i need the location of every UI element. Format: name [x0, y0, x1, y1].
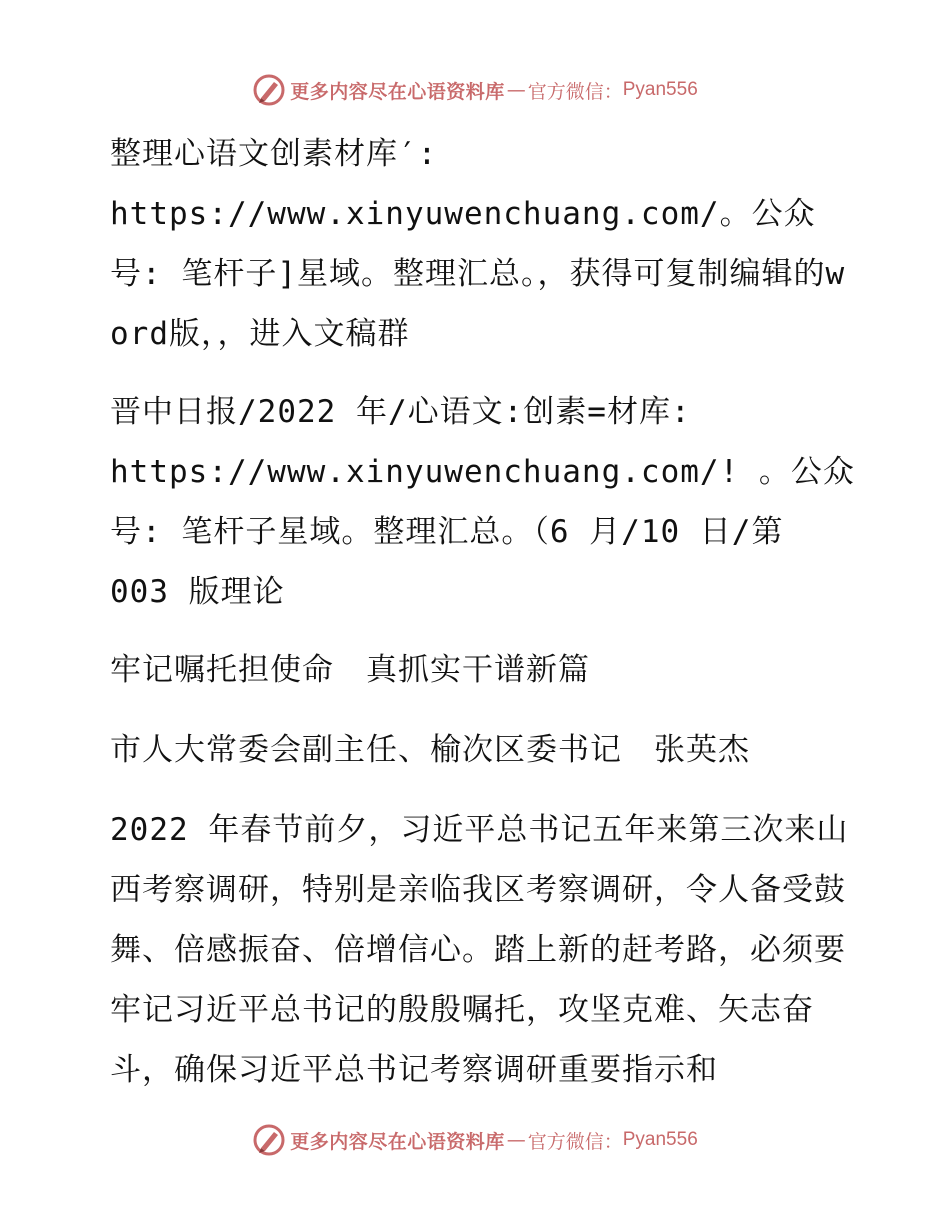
paragraph-publication-info: 晋中日报/2022 年/心语文:创素=材库: https://www.xinyuwenchuang.com/! 。公众号: 笔杆子星域。整理汇总。（6 月/10 日/第 003 版理论 — [110, 394, 855, 610]
paragraph-body: 2022 年春节前夕，习近平总书记五年来第三次来山西考察调研，特别是亲临我区考察调研，令人备受鼓舞、倍感振奋、倍增信心。踏上新的赶考路，必须要牢记习近平总书记的殷殷嘱托，攻坚克难、矢志奋斗，确保习近平总书记考察调研重要指示和 — [110, 812, 849, 1088]
banner-separator: — — [506, 79, 526, 101]
article-author: 市人大常委会副主任、榆次区委书记 张英杰 — [110, 732, 750, 768]
banner-wechat-id: Pyan556 — [622, 1129, 698, 1150]
pen-logo-icon — [252, 1123, 286, 1157]
banner-separator: — — [506, 1129, 526, 1151]
pen-logo-icon — [252, 73, 286, 107]
banner-wechat-id: Pyan556 — [622, 79, 698, 100]
banner-wechat-label: 官方微信： — [527, 80, 623, 103]
banner-text: 更多内容尽在心语资料库 — [290, 80, 505, 103]
header-banner — [0, 70, 950, 110]
banner-wechat-label: 官方微信： — [527, 1130, 623, 1153]
footer-banner — [0, 1120, 950, 1160]
banner-text: 更多内容尽在心语资料库 — [290, 1130, 505, 1153]
document-body — [96, 124, 856, 1118]
article-title: 牢记嘱托担使命 真抓实干谱新篇 — [110, 652, 590, 688]
paragraph-source-note: 整理心语文创素材库′: https://www.xinyuwenchuang.com/。公众号: 笔杆子]星域。整理汇总。，获得可复制编辑的w ord版，，进入文稿群 — [110, 136, 846, 352]
